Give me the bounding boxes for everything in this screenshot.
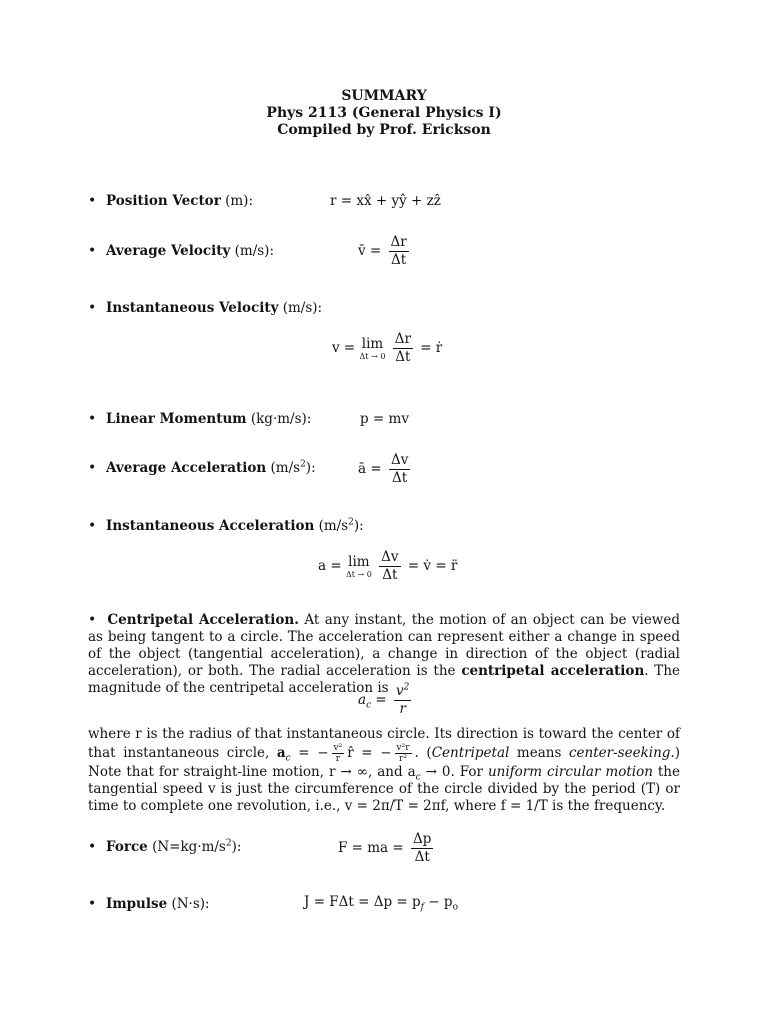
item-unit: $(N=kg\cdot m/s^2)$: — [152, 838, 242, 855]
fraction: $\frac{\text{v²r}}{\text{r²}}$ — [396, 743, 410, 764]
summary-title: SUMMARY — [341, 88, 427, 104]
bullet-icon: • — [88, 193, 97, 209]
item-unit: $(m/s^2)$: — [318, 517, 364, 534]
equation-force: F = ma = $\frac{\Delta p}{\Delta t}$ — [338, 831, 432, 865]
fraction: $\frac{v^2}{r}$ — [396, 682, 410, 717]
fraction: $\frac{\Delta r}{\Delta t}$ — [394, 331, 411, 365]
item-label: Impulse — [106, 896, 168, 912]
item-average-acceleration — [88, 460, 316, 476]
item-average-velocity — [88, 243, 274, 259]
equation-instantaneous-velocity: v = lim Δt → 0 $\frac{\Delta r}{\Delta t}$ = ṙ — [332, 331, 443, 365]
item-label: Force — [106, 839, 148, 855]
section-label: Centripetal Acceleration. — [107, 612, 299, 628]
fraction: $\frac{\Delta v}{\Delta t}$ — [381, 549, 399, 583]
item-label: Position Vector — [106, 193, 221, 209]
item-position-vector — [88, 193, 253, 209]
course-title: Phys 2113 (General Physics I) — [266, 105, 502, 121]
centripetal-paragraph-2: where r is the radius of that instantaneous circle. Its direction is toward the center of that instantaneous circle, $a_c$ = − $\frac{\text{v²}}{r}$ r̂ = − $\frac{\text{v²r}}{\text{r²}}$ . (Centripetal means center-seeking.) Note that for straight-line motion, r → ∞, and $a_c \to 0$. For uniform circular motion the tangential speed v is just the circumference of the circle divided by the period (T) or time to complete one revolution, i.e., v = 2π/T = 2πf, where f = 1/T is the frequency. — [88, 726, 680, 814]
item-label: Instantaneous Acceleration — [106, 518, 315, 534]
bullet-icon: • — [88, 300, 97, 316]
item-unit: (N·s): — [171, 896, 210, 912]
equation-centripetal: $a_c$ = $\frac{v^2}{r}$ — [358, 682, 410, 717]
item-unit: (m/s): — [234, 243, 275, 259]
fraction: $\frac{\Delta r}{\Delta t}$ — [390, 234, 407, 268]
bullet-icon: • — [88, 411, 97, 427]
equation-instantaneous-acceleration: a = lim Δt → 0 $\frac{\Delta v}{\Delta t}$ = v̇ = r̈ — [318, 549, 458, 583]
bullet-icon: • — [88, 460, 97, 476]
equation-position: r = xx̂ + yŷ + zẑ — [330, 193, 441, 209]
equation-average-velocity: v̄ = $\frac{\Delta r}{\Delta t}$ — [358, 234, 407, 268]
item-unit: (kg·m/s): — [250, 411, 312, 427]
equation-momentum: p = mv — [360, 411, 409, 427]
bullet-icon: • — [88, 243, 97, 259]
fraction: $\frac{\text{v²}}{r}$ — [333, 743, 343, 764]
item-linear-momentum — [88, 411, 311, 427]
item-instantaneous-velocity — [88, 300, 322, 316]
item-label: Average Velocity — [106, 243, 231, 259]
limit: lim Δt → 0 — [359, 336, 386, 361]
item-impulse — [88, 896, 210, 912]
fraction: $\frac{\Delta p}{\Delta t}$ — [413, 831, 432, 865]
item-unit: (m/s): — [282, 300, 323, 316]
bullet-icon: • — [88, 839, 97, 855]
centripetal-paragraph-1: • Centripetal Acceleration. At any instant, the motion of an object can be viewed as being tangent to a circle. The acceleration can represent either a change in speed of the object (tangential acceleration), a change in direction of the object (radial acceleration), or both. The radial acceleration is the centripetal acceleration. The magnitude of the centripetal acceleration is — [88, 612, 681, 696]
item-unit: (m): — [225, 193, 253, 209]
item-label: Average Acceleration — [106, 460, 267, 476]
fraction: $\frac{\Delta v}{\Delta t}$ — [390, 452, 409, 486]
item-unit: $(m/s^2)$: — [270, 459, 316, 476]
item-force — [88, 839, 241, 855]
equation-impulse: $J = F\Delta t = \Delta p = p_f - p_o$ — [304, 894, 458, 913]
bullet-icon: • — [88, 896, 97, 912]
item-label: Instantaneous Velocity — [106, 300, 279, 316]
limit: lim Δt → 0 — [345, 554, 372, 579]
bullet-icon: • — [88, 518, 97, 534]
compiler-line: Compiled by Prof. Erickson — [277, 122, 491, 138]
equation-average-acceleration: ā = $\frac{\Delta v}{\Delta t}$ — [358, 452, 409, 486]
bullet-icon: • — [88, 612, 97, 628]
item-instantaneous-acceleration — [88, 518, 364, 534]
item-label: Linear Momentum — [106, 411, 247, 427]
document-header — [0, 88, 768, 139]
